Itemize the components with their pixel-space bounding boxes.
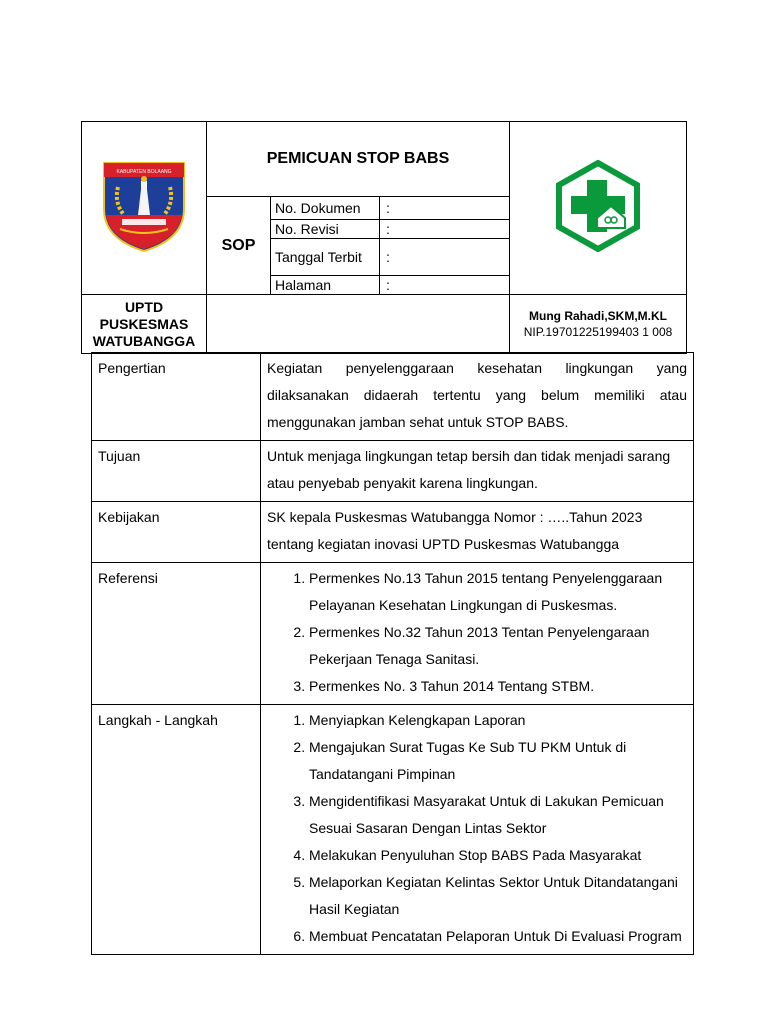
field-label-halaman: Halaman bbox=[271, 276, 380, 295]
text-pengertian: Kegiatan penyelenggaraan kesehatan lingkungan yang dilaksanakan didaerah tertentu yang belum memiliki atau menggunakan jamban sehat untuk STOP BABS. bbox=[261, 353, 694, 441]
label-tujuan: Tujuan bbox=[92, 441, 261, 502]
list-item: 6. Membuat Pencatatan Pelaporan Untuk Di Evaluasi Program bbox=[309, 923, 687, 950]
list-item: 3. Permenkes No. 3 Tahun 2014 Tentang STBM. bbox=[309, 673, 687, 700]
label-langkah: Langkah - Langkah bbox=[92, 705, 261, 955]
list-item: 1. Permenkes No.13 Tahun 2015 tentang Penyelenggaraan Pelayanan Kesehatan Lingkungan di Puskesmas. bbox=[309, 565, 687, 619]
field-label-tanggal-terbit: Tanggal Terbit bbox=[271, 239, 380, 276]
field-value-no-dokumen: : bbox=[380, 197, 510, 220]
document-title: PEMICUAN STOP BABS bbox=[207, 122, 510, 197]
empty-cell bbox=[207, 295, 510, 354]
sop-header-table bbox=[81, 121, 687, 354]
org-line-1: UPTD bbox=[124, 298, 164, 315]
field-value-tanggal-terbit: : bbox=[380, 239, 510, 276]
langkah-list-cell bbox=[261, 705, 694, 955]
sop-content-table bbox=[91, 352, 694, 955]
signer-name: Mung Rahadi,SKM,M.KL bbox=[529, 309, 667, 323]
signature-block bbox=[510, 295, 687, 354]
row-kebijakan bbox=[92, 502, 694, 563]
emblem-banner-text: KABUPATEN BOLAANG bbox=[116, 168, 172, 175]
list-item: 2. Permenkes No.32 Tahun 2013 Tentan Penyelengaraan Pekerjaan Tenaga Sanitasi. bbox=[309, 619, 687, 673]
list-item: 4. Melakukan Penyuluhan Stop BABS Pada Masyarakat bbox=[309, 842, 687, 869]
list-item: 5. Melaporkan Kegiatan Kelintas Sektor Untuk Ditandatangani Hasil Kegiatan bbox=[309, 869, 687, 923]
row-langkah bbox=[92, 705, 694, 955]
text-tujuan: Untuk menjaga lingkungan tetap bersih dan tidak menjadi sarang atau penyebab penyakit karena lingkungan. bbox=[261, 441, 694, 502]
referensi-list-cell bbox=[261, 563, 694, 705]
field-label-no-dokumen: No. Dokumen bbox=[271, 197, 380, 220]
puskesmas-logo-icon bbox=[553, 160, 643, 252]
langkah-list bbox=[267, 707, 687, 950]
regency-emblem-icon bbox=[98, 157, 190, 255]
list-item: 2. Mengajukan Surat Tugas Ke Sub TU PKM Untuk di Tandatangani Pimpinan bbox=[309, 734, 687, 788]
field-value-halaman: : bbox=[380, 276, 510, 295]
sop-label: SOP bbox=[207, 197, 271, 295]
regency-logo-cell bbox=[82, 122, 207, 295]
label-kebijakan: Kebijakan bbox=[92, 502, 261, 563]
org-line-3: WATUBANGGA bbox=[92, 332, 196, 349]
field-label-no-revisi: No. Revisi bbox=[271, 220, 380, 239]
referensi-list bbox=[267, 565, 687, 700]
field-value-no-revisi: : bbox=[380, 220, 510, 239]
label-referensi: Referensi bbox=[92, 563, 261, 705]
row-referensi bbox=[92, 563, 694, 705]
label-pengertian: Pengertian bbox=[92, 353, 261, 441]
organization-name bbox=[82, 295, 207, 354]
signer-nip: NIP.19701225199403 1 008 bbox=[523, 325, 673, 339]
text-kebijakan: SK kepala Puskesmas Watubangga Nomor : …..Tahun 2023 tentang kegiatan inovasi UPTD Puskesmas Watubangga bbox=[261, 502, 694, 563]
list-item: 3. Mengidentifikasi Masyarakat Untuk di Lakukan Pemicuan Sesuai Sasaran Dengan Lintas Sektor bbox=[309, 788, 687, 842]
row-pengertian bbox=[92, 353, 694, 441]
row-tujuan bbox=[92, 441, 694, 502]
health-logo-cell bbox=[510, 122, 687, 295]
list-item: 1. Menyiapkan Kelengkapan Laporan bbox=[309, 707, 687, 734]
org-line-2: PUSKESMAS bbox=[99, 315, 189, 332]
